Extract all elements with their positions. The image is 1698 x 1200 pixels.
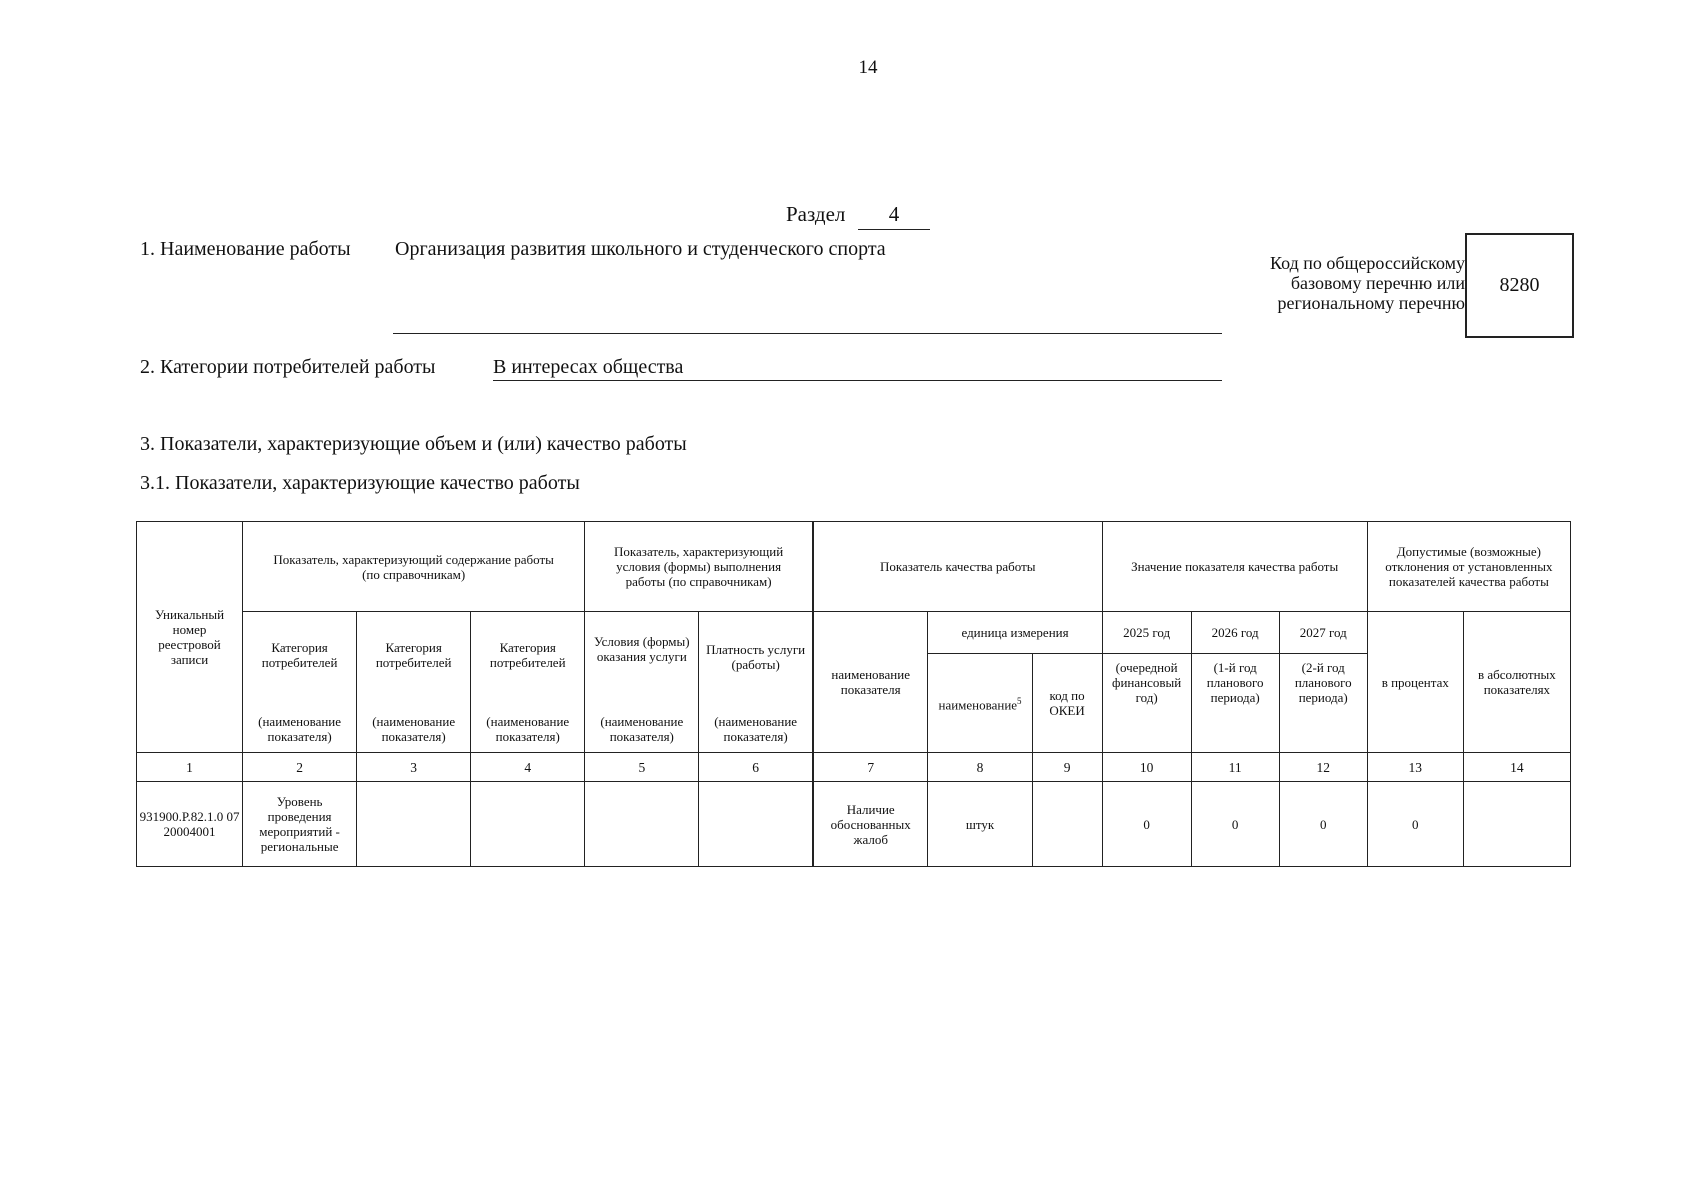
work-name-underline (393, 333, 1222, 334)
column-numbers-row (137, 753, 1571, 782)
column-number: 4 (471, 753, 585, 782)
consumer-category-label: 2. Категории потребителей работы (140, 356, 436, 378)
cell-conditions (585, 782, 699, 867)
column-number: 8 (928, 753, 1032, 782)
cell-category-1: Уровень проведения мероприятий - региональные (243, 782, 357, 867)
header-percent: в процентах (1367, 612, 1463, 753)
cell-okei-code (1032, 782, 1102, 867)
section-number: 4 (858, 202, 930, 230)
code-label-line: региональному перечню (1277, 293, 1465, 313)
header-absolute: в абсолютных показателях (1463, 612, 1570, 753)
column-number: 7 (813, 753, 928, 782)
table-row (137, 782, 1571, 867)
cell-unique-number: 931900.Р.82.1.0 0720004001 (137, 782, 243, 867)
header-unit-name: наименование$^5$ (928, 654, 1032, 753)
cell-deviation-percent: 0 (1367, 782, 1463, 867)
cell-value-2027: 0 (1279, 782, 1367, 867)
page-number: 14 (858, 57, 878, 78)
header-okei-code: код по ОКЕИ (1032, 654, 1102, 753)
column-number: 13 (1367, 753, 1463, 782)
header-year-2025: 2025 год (1102, 612, 1191, 654)
cell-value-2026: 0 (1191, 782, 1279, 867)
header-group-conditions: Показатель, характеризующий условия (формы) выполнения работы (по справочникам) (585, 522, 813, 612)
header-unique-number: Уникальный номер реестровой записи (137, 522, 243, 753)
cell-deviation-absolute (1463, 782, 1570, 867)
work-name-value: Организация развития школьного и студенческого спорта (395, 238, 886, 260)
cell-category-2 (357, 782, 471, 867)
header-group-content: Показатель, характеризующий содержание работы (по справочникам) (243, 522, 585, 612)
cell-unit-name: штук (928, 782, 1032, 867)
quality-indicators-table (136, 521, 1571, 867)
code-label-line: Код по общероссийскому (1270, 253, 1465, 273)
column-number: 1 (137, 753, 243, 782)
header-conditions: Условия (формы) оказания услуги (наименование показателя) (585, 612, 699, 753)
cell-value-2025: 0 (1102, 782, 1191, 867)
header-year-2026: 2026 год (1191, 612, 1279, 654)
header-unit: единица измерения (928, 612, 1102, 654)
cell-indicator-name: Наличие обоснованных жалоб (813, 782, 928, 867)
cell-payment (699, 782, 813, 867)
column-number: 5 (585, 753, 699, 782)
column-number: 11 (1191, 753, 1279, 782)
header-indicator-name: наименование показателя (813, 612, 928, 753)
column-number: 6 (699, 753, 813, 782)
header-year-2025-sub: (очередной финансовый год) (1102, 654, 1191, 753)
work-name-label: 1. Наименование работы (140, 238, 351, 260)
consumer-category-value: В интересах общества (493, 356, 1222, 381)
code-box: 8280 (1465, 233, 1574, 338)
code-label-line: базовому перечню или (1290, 273, 1465, 293)
cell-category-3 (471, 782, 585, 867)
section-3-heading: 3. Показатели, характеризующие объем и (или) качество работы (140, 433, 687, 455)
header-year-2027: 2027 год (1279, 612, 1367, 654)
header-payment: Платность услуги (работы) (наименование показателя) (699, 612, 813, 753)
header-category-2: Категория потребителей (наименование показателя) (357, 612, 471, 753)
header-year-2026-sub: (1-й год планового периода) (1191, 654, 1279, 753)
column-number: 2 (243, 753, 357, 782)
column-number: 12 (1279, 753, 1367, 782)
section-label: Раздел (786, 202, 846, 226)
header-group-quality: Показатель качества работы (813, 522, 1102, 612)
header-group-deviations: Допустимые (возможные) отклонения от установленных показателей качества работы (1367, 522, 1570, 612)
column-number: 9 (1032, 753, 1102, 782)
header-category-3: Категория потребителей (наименование показателя) (471, 612, 585, 753)
header-group-value: Значение показателя качества работы (1102, 522, 1367, 612)
header-category-1: Категория потребителей (наименование показателя) (243, 612, 357, 753)
code-label (1220, 253, 1465, 313)
column-number: 10 (1102, 753, 1191, 782)
column-number: 14 (1463, 753, 1570, 782)
header-year-2027-sub: (2-й год планового периода) (1279, 654, 1367, 753)
column-number: 3 (357, 753, 471, 782)
section-3-1-heading: 3.1. Показатели, характеризующие качество работы (140, 472, 580, 494)
